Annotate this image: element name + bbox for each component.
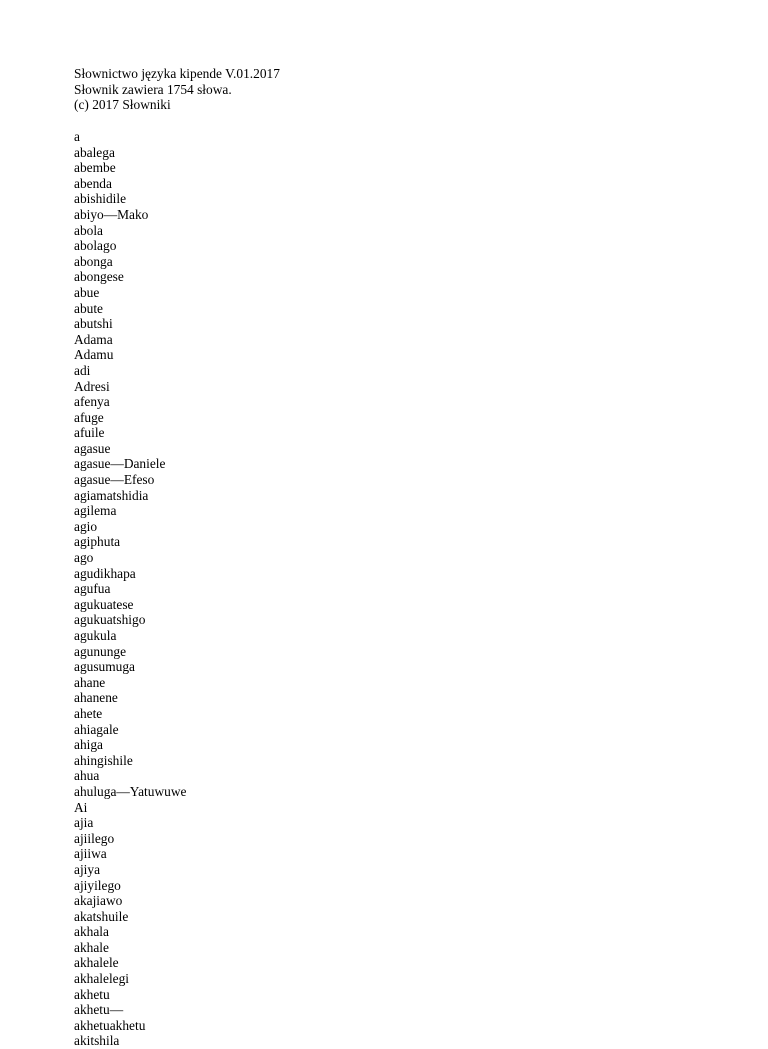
word-entry: agusumuga bbox=[74, 659, 135, 675]
word-entry: Adresi bbox=[74, 378, 110, 394]
word-entry: ahingishile bbox=[74, 752, 133, 768]
word-entry: agukuatshigo bbox=[74, 612, 146, 628]
word-count-line: Słownik zawiera 1754 słowa. bbox=[74, 81, 232, 97]
word-entry: ajiya bbox=[74, 861, 101, 877]
word-entry: akhale bbox=[74, 939, 109, 955]
word-entry: agasue—Efeso bbox=[74, 472, 155, 488]
word-entry: afenya bbox=[74, 394, 110, 410]
word-entry: Adama bbox=[74, 331, 113, 347]
word-entry: ahane bbox=[74, 674, 106, 690]
word-entry: abongese bbox=[74, 269, 124, 285]
word-entry: ajiilego bbox=[74, 830, 115, 846]
word-entry: afuge bbox=[74, 409, 104, 425]
word-entry: ago bbox=[74, 550, 94, 566]
word-entry: agasue—Daniele bbox=[74, 456, 166, 472]
word-entry: abalega bbox=[74, 144, 115, 160]
document-title: Słownictwo języka kipende V.01.2017 bbox=[74, 66, 280, 81]
word-entry: agio bbox=[74, 518, 98, 534]
word-entry: abembe bbox=[74, 160, 116, 176]
word-entry: agufua bbox=[74, 581, 111, 597]
word-entry: agiphuta bbox=[74, 534, 121, 550]
word-entry: ajiiwa bbox=[74, 846, 107, 862]
word-entry: ajia bbox=[74, 815, 94, 831]
word-entry: ahiagale bbox=[74, 721, 119, 737]
word-list bbox=[74, 129, 186, 1049]
word-entry: abutshi bbox=[74, 316, 113, 332]
word-entry: ahiga bbox=[74, 737, 103, 753]
word-entry: agunungе bbox=[74, 643, 127, 659]
word-entry: akajiawo bbox=[74, 893, 123, 909]
word-entry: akhala bbox=[74, 924, 109, 940]
word-entry: agukula bbox=[74, 628, 117, 643]
word-entry: ajiyilego bbox=[74, 877, 121, 893]
word-entry: agasue bbox=[74, 440, 111, 456]
word-entry: akhetu bbox=[74, 986, 110, 1002]
word-entry: abue bbox=[74, 284, 100, 300]
word-entry: akhalelegi bbox=[74, 971, 130, 987]
word-entry: akhetuakhetu bbox=[74, 1017, 146, 1033]
word-entry: ahete bbox=[74, 705, 103, 721]
word-entry: abola bbox=[74, 222, 103, 238]
word-entry: ahua bbox=[74, 768, 100, 784]
word-entry: agudikhapa bbox=[74, 565, 136, 581]
word-entry: akhalele bbox=[74, 955, 119, 971]
word-entry: afuile bbox=[74, 425, 105, 441]
word-entry: a bbox=[74, 129, 80, 144]
word-entry: abenda bbox=[74, 175, 112, 191]
word-entry: agukuatese bbox=[74, 596, 134, 612]
word-entry: Ai bbox=[74, 799, 88, 815]
word-entry: akatshuile bbox=[74, 908, 129, 924]
word-entry: abishidile bbox=[74, 191, 127, 207]
word-entry: akitshila bbox=[74, 1033, 120, 1049]
document-header bbox=[74, 66, 280, 113]
word-entry: abute bbox=[74, 300, 103, 316]
word-entry: agiamatshidia bbox=[74, 487, 149, 503]
word-entry: abolago bbox=[74, 238, 117, 254]
word-entry: agilema bbox=[74, 503, 117, 519]
word-entry: ahanene bbox=[74, 690, 118, 706]
word-entry: abiyo—Mako bbox=[74, 206, 149, 222]
word-entry: akhetu— bbox=[74, 1002, 124, 1018]
copyright-line: (c) 2017 Słowniki bbox=[74, 97, 171, 113]
word-entry: Adamu bbox=[74, 347, 114, 363]
word-entry: ahuluga—Yatuwuwe bbox=[74, 783, 187, 799]
word-entry: adi bbox=[74, 362, 91, 378]
word-entry: abonga bbox=[74, 253, 113, 269]
